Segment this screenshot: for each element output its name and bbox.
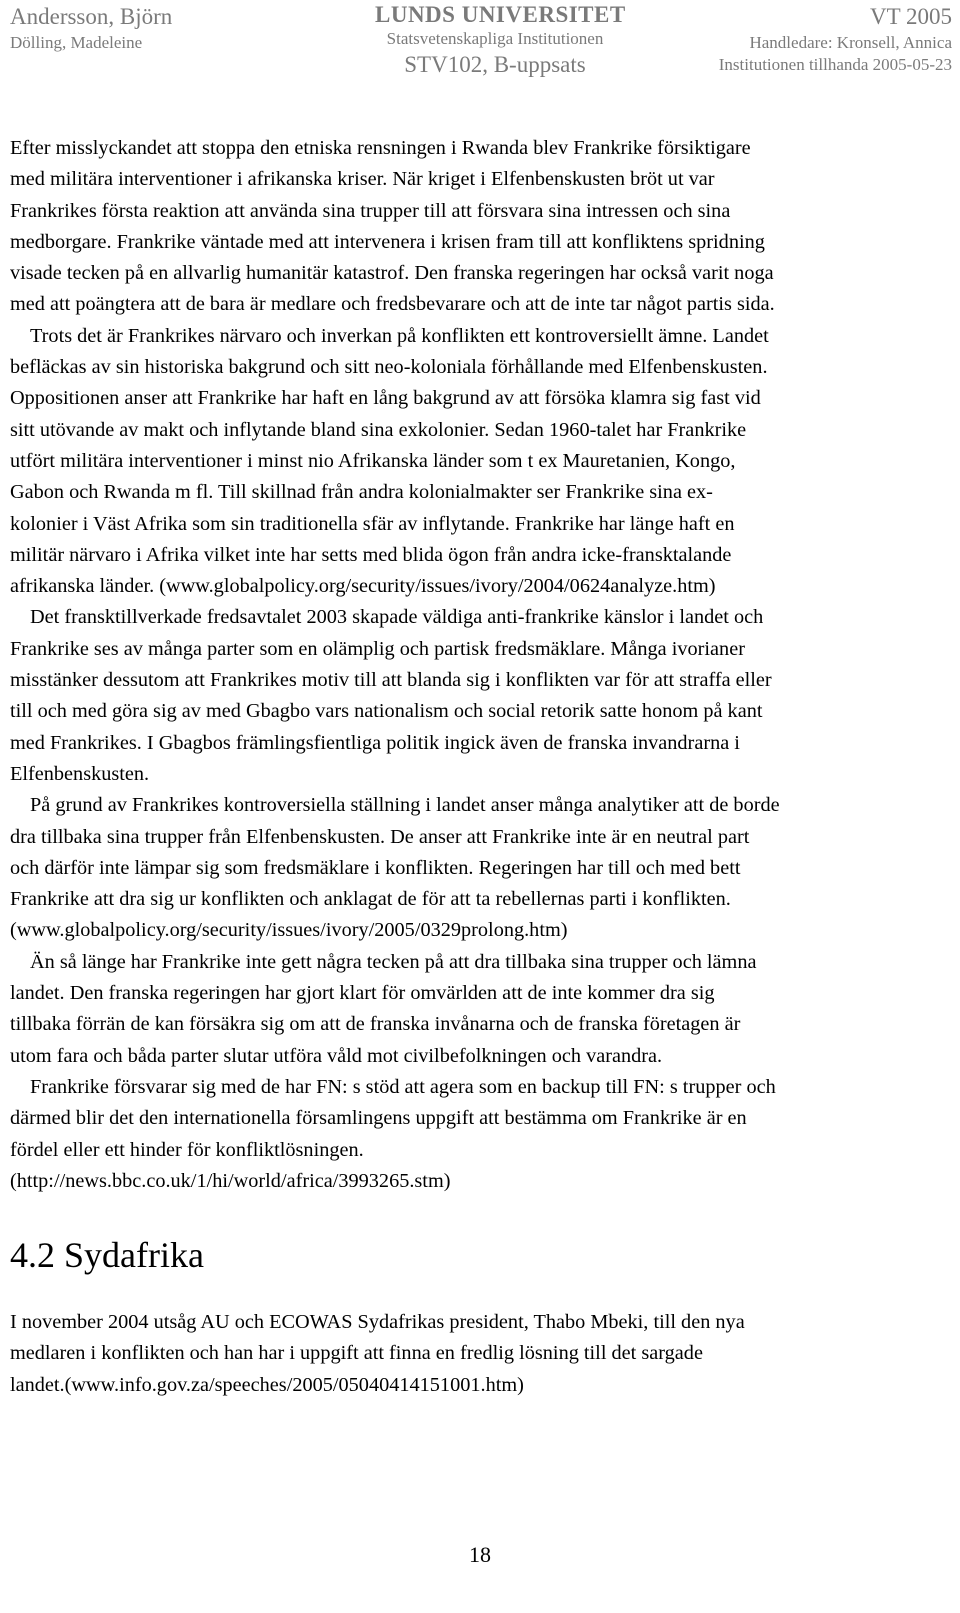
text-line: utom fara och båda parter slutar utföra våld mot civilbefolkningen och varandra. [10, 1044, 663, 1067]
text-line: medlaren i konflikten och han har i uppgift att finna en fredlig lösning till det sargade [10, 1342, 703, 1365]
text-line: utfört militära interventioner i minst nio Afrikanska länder som t ex Mauretanien, Kongo, [10, 449, 736, 472]
header-author-2: Dölling, Madeleine [10, 33, 143, 52]
page-header [0, 0, 960, 80]
text-line: Frankrike att dra sig ur konflikten och anklagat de för att ta rebellernas parti i konflikten. [10, 888, 731, 911]
text-line: Oppositionen anser att Frankrike har haft en lång bakgrund av att försöka klamra sig fast vid [10, 387, 761, 410]
text-line: medborgare. Frankrike väntade med att intervenera i krisen fram till att konfliktens spridning [10, 230, 765, 253]
section-heading: 4.2 Sydafrika [10, 1235, 204, 1276]
text-line: befläckas av sin historiska bakgrund och sitt neo-koloniala förhållande med Elfenbenskusten. [10, 356, 768, 379]
text-line: Efter misslyckandet att stoppa den etniska rensningen i Rwanda blev Frankrike försiktigare [10, 137, 751, 159]
text-line: sitt utövande av makt och inflytande bland sina exkolonier. Sedan 1960-talet har Frankrike [10, 418, 747, 441]
text-line: Frankrikes första reaktion att använda sina trupper till att försvara sina intressen och sina [10, 199, 731, 222]
text-line: (www.globalpolicy.org/security/issues/ivory/2005/0329prolong.htm) [10, 919, 568, 942]
text-line: Det fransktillverkade fredsavtalet 2003 skapade väldiga anti-frankrike känslor i landet och [30, 606, 764, 629]
paragraph-france-1 [10, 133, 955, 602]
text-line: visade tecken på en allvarlig humanitär katastrof. Den franska regeringen har också varit noga [10, 262, 774, 285]
text-line: Gabon och Rwanda m fl. Till skillnad från andra kolonialmakter ser Frankrike sina ex- [10, 481, 713, 504]
text-line: Frankrike ses av många parter som en olämplig och partisk fredsmäklare. Många ivorianer [10, 637, 745, 660]
text-line: landet.(www.info.gov.za/speeches/2005/05040414151001.htm) [10, 1373, 524, 1396]
text-line: Frankrike försvarar sig med de har FN: s stöd att agera som en backup till FN: s trupper och [30, 1075, 776, 1098]
paragraph-south-africa [10, 1307, 955, 1401]
text-line: I november 2004 utsåg AU och ECOWAS Sydafrikas president, Thabo Mbeki, till den nya [10, 1311, 745, 1334]
text-line: landet. Den franska regeringen har gjort klart för omvärlden att de inte kommer dra sig [10, 982, 715, 1005]
text-line: och därför inte lämpar sig som fredsmäklare i konflikten. Regeringen har till och med bett [10, 856, 741, 879]
text-line: Trots det är Frankrikes närvaro och inverkan på konflikten ett kontroversiellt ämne. Landet [30, 324, 769, 347]
document-body [10, 133, 955, 1401]
page-number: 18 [469, 1542, 491, 1567]
header-authors [10, 2, 172, 54]
header-institution [375, 2, 626, 80]
text-line: därmed blir det den internationella församlingens uppgift att bestämma om Frankrike är en [10, 1107, 747, 1130]
text-line: tillbaka förrän de kan försäkra sig om att de franska invånarna och de franska företagen är [10, 1013, 741, 1036]
header-term: VT 2005 [870, 4, 952, 29]
text-line: med Frankrikes. I Gbagbos främlingsfientliga politik ingick även de franska invandrarna i [10, 731, 740, 754]
text-line: med att poängtera att de bara är medlare och fredsbevarare och att de inte tar något partis sida. [10, 293, 775, 316]
text-line: misstänker dessutom att Frankrikes motiv till att blanda sig i konflikten var för att straffa eller [10, 669, 772, 692]
header-course: STV102, B-uppsats [404, 52, 586, 77]
text-line: med militära interventioner i afrikanska kriser. När kriget i Elfenbenskusten bröt ut var [10, 168, 715, 191]
text-line: till och med göra sig av med Gbagbo vars nationalism och social retorik satte honom på kant [10, 700, 763, 723]
header-author-1: Andersson, Björn [10, 4, 173, 29]
text-line: (http://news.bbc.co.uk/1/hi/world/africa/3993265.stm) [10, 1169, 451, 1192]
text-line: På grund av Frankrikes kontroversiella ställning i landet anser många analytiker att de borde [30, 794, 780, 817]
paragraph-france-5 [10, 1072, 955, 1197]
header-meta [719, 2, 952, 76]
text-line: militär närvaro i Afrika vilket inte har setts med blida ögon från andra icke-fransktalande [10, 543, 732, 566]
paragraph-france-4 [10, 947, 955, 1072]
text-line: kolonier i Väst Afrika som sin traditionella sfär av inflytande. Frankrike har länge haft en [10, 512, 735, 535]
text-line: Elfenbenskusten. [10, 762, 150, 785]
header-due-date: Institutionen tillhanda 2005-05-23 [718, 55, 952, 74]
text-line: fördel eller ett hinder för konfliktlösningen. [10, 1138, 364, 1161]
header-department: Statsvetenskapliga Institutionen [386, 29, 604, 48]
paragraph-france-2 [10, 602, 955, 790]
text-line: dra tillbaka sina trupper från Elfenbenskusten. De anser att Frankrike inte är en neutral part [10, 825, 750, 848]
header-supervisor: Handledare: Kronsell, Annica [749, 33, 952, 52]
header-university: LUNDS UNIVERSITET [375, 2, 626, 27]
paragraph-france-3 [10, 790, 955, 946]
text-line: afrikanska länder. (www.globalpolicy.org/security/issues/ivory/2004/0624analyze.htm) [10, 575, 716, 598]
text-line: Än så länge har Frankrike inte gett några tecken på att dra tillbaka sina trupper och lämna [30, 950, 757, 973]
